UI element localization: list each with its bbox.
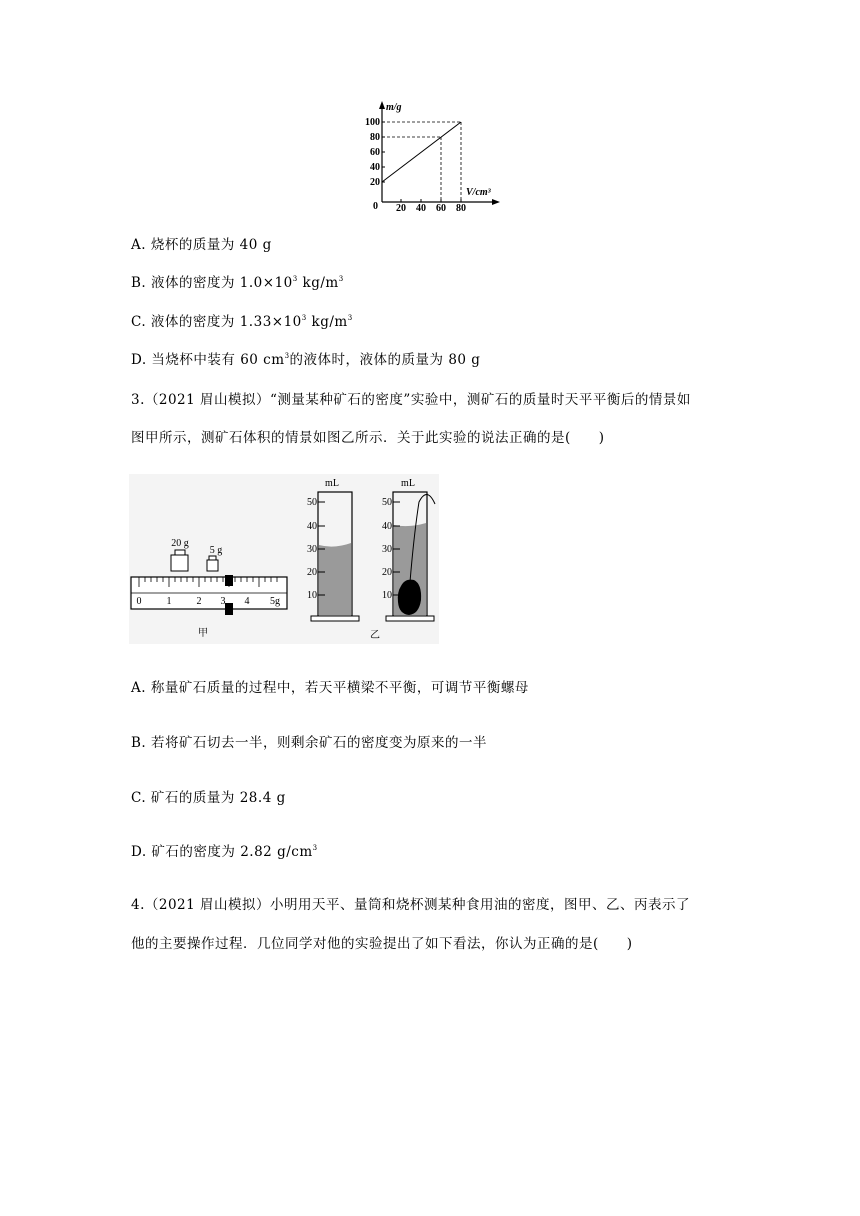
cylinder-tick: 50: [307, 497, 317, 508]
x-tick-label: 40: [416, 203, 426, 214]
cylinder-tick: 40: [307, 521, 317, 532]
y-tick-label: 40: [370, 162, 380, 173]
rider-top: [225, 575, 233, 586]
weight-20g-knob: [175, 550, 185, 555]
cylinder-tick: 30: [382, 544, 392, 555]
x-axis-arrow: [492, 199, 500, 205]
q3-figure: [129, 474, 439, 644]
option-unit: kg/m: [297, 275, 339, 291]
cylinder-tick: 20: [307, 567, 317, 578]
weight-5g-label: 5 g: [209, 545, 223, 556]
caption-jia: 甲: [198, 628, 208, 639]
exponent: 3: [284, 352, 290, 360]
scale-label: 1: [166, 596, 172, 607]
cylinder-tick: 40: [382, 521, 392, 532]
x-axis-label: V/cm³: [466, 187, 491, 198]
q3-option-c: C. 矿石的质量为 28.4 g: [131, 790, 286, 806]
exponent: 3: [292, 275, 298, 283]
cylinder-tick: 20: [382, 567, 392, 578]
q4-stem-line2: 他的主要操作过程．几位同学对他的实验提出了如下看法，你认为正确的是( ): [131, 936, 633, 952]
x-tick-label: 20: [396, 203, 406, 214]
y-tick-label: 80: [370, 132, 380, 143]
q2-option-c: [131, 310, 353, 330]
weight-20g: [171, 555, 188, 571]
weight-5g-knob: [209, 556, 216, 560]
y-axis-arrow: [379, 101, 385, 109]
scale-label: 3: [220, 596, 226, 607]
cylinder-tick: 30: [307, 544, 317, 555]
cylinder-tick: 10: [382, 590, 392, 601]
q3-stem-line1: 3.（2021 眉山模拟）“测量某种矿石的密度”实验中，测矿石的质量时天平平衡后的情景如: [131, 392, 691, 408]
option-text: D. 当烧杯中装有 60 cm: [131, 352, 285, 368]
y-tick-label: 100: [365, 117, 380, 128]
exponent: 3: [301, 314, 307, 322]
y-axis-label: m/g: [386, 102, 402, 113]
q3-option-a: A. 称量矿石质量的过程中，若天平横梁不平衡，可调节平衡螺母: [131, 680, 529, 696]
x-tick-label: 80: [456, 203, 466, 214]
option-text: 的液体时，液体的质量为 80 g: [289, 352, 481, 368]
q2-option-d: [131, 348, 480, 368]
cylinder-unit: mL: [401, 478, 415, 489]
scale-label: 2: [196, 596, 202, 607]
q3-stem-line2: 图甲所示，测矿石体积的情景如图乙所示．关于此实验的说法正确的是( ): [131, 430, 605, 446]
cylinder-unit: mL: [325, 478, 339, 489]
mass-volume-graph: [360, 98, 505, 214]
x-tick-label: 60: [436, 203, 446, 214]
water-fill: [319, 543, 351, 615]
weight-5g: [207, 560, 218, 571]
y-tick-label: 60: [370, 147, 380, 158]
cylinder-tick: 10: [307, 590, 317, 601]
data-line: [382, 122, 461, 182]
option-text: B. 液体的密度为 1.0×10: [131, 275, 293, 291]
q3-option-d: [131, 840, 318, 860]
scale-label: 4: [244, 596, 250, 607]
rider-bottom: [225, 603, 233, 615]
origin-label: 0: [373, 201, 378, 212]
option-unit: kg/m: [306, 314, 348, 330]
q2-option-a: A. 烧杯的质量为 40 g: [131, 237, 272, 253]
exponent: 3: [347, 314, 353, 322]
y-tick-label: 20: [370, 177, 380, 188]
weight-20g-label: 20 g: [171, 538, 189, 549]
q2-option-b: [131, 271, 344, 291]
scale-label: 5g: [270, 596, 280, 607]
option-text: D. 矿石的密度为 2.82 g/cm: [131, 844, 313, 860]
cylinder-tick: 50: [382, 497, 392, 508]
option-text: C. 液体的密度为 1.33×10: [131, 314, 302, 330]
q4-stem-line1: 4.（2021 眉山模拟）小明用天平、量筒和烧杯测某种食用油的密度，图甲、乙、丙表示了: [131, 897, 691, 913]
q3-option-b: B. 若将矿石切去一半，则剩余矿石的密度变为原来的一半: [131, 735, 488, 751]
caption-yi: 乙: [370, 630, 380, 641]
exponent: 3: [312, 844, 318, 852]
exponent: 3: [338, 275, 344, 283]
scale-label: 0: [136, 596, 142, 607]
